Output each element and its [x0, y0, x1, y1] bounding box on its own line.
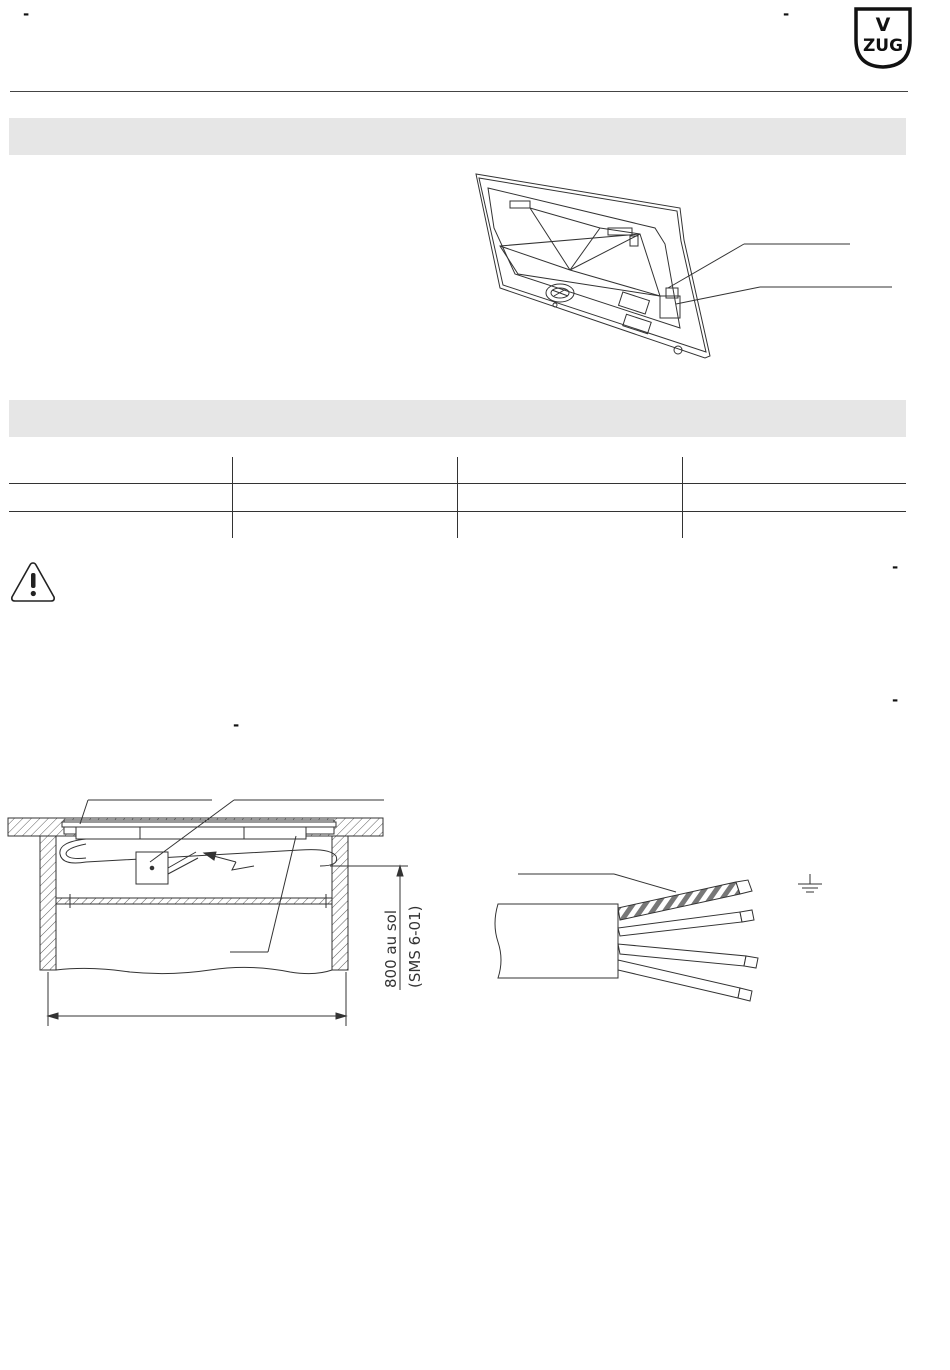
- install-height-label: 800 au sol: [382, 909, 400, 988]
- table-col-line-1: [232, 457, 233, 538]
- cooktop-underside-illustration: [470, 168, 900, 368]
- header-rule: [10, 91, 908, 92]
- header-dash-right: -: [783, 5, 790, 23]
- logo-letters-zug: ZUG: [862, 36, 904, 56]
- install-standard-label: (SMS 6-01): [406, 905, 424, 988]
- header-dash-left: -: [23, 5, 30, 23]
- table-col-line-2: [457, 457, 458, 538]
- warning-dash-2: -: [892, 691, 899, 709]
- section-header-band-1: [9, 118, 906, 155]
- section-header-band-2: [9, 400, 906, 437]
- cable-wiring-diagram: [490, 860, 830, 1010]
- warning-dash-1: -: [892, 558, 899, 576]
- table-col-line-3: [682, 457, 683, 538]
- installation-cross-section: [0, 790, 440, 1040]
- vzug-logo: [853, 6, 913, 70]
- warning-triangle-icon: [9, 560, 57, 604]
- logo-letter-v: V: [875, 14, 891, 36]
- warning-dash-3: -: [233, 716, 240, 734]
